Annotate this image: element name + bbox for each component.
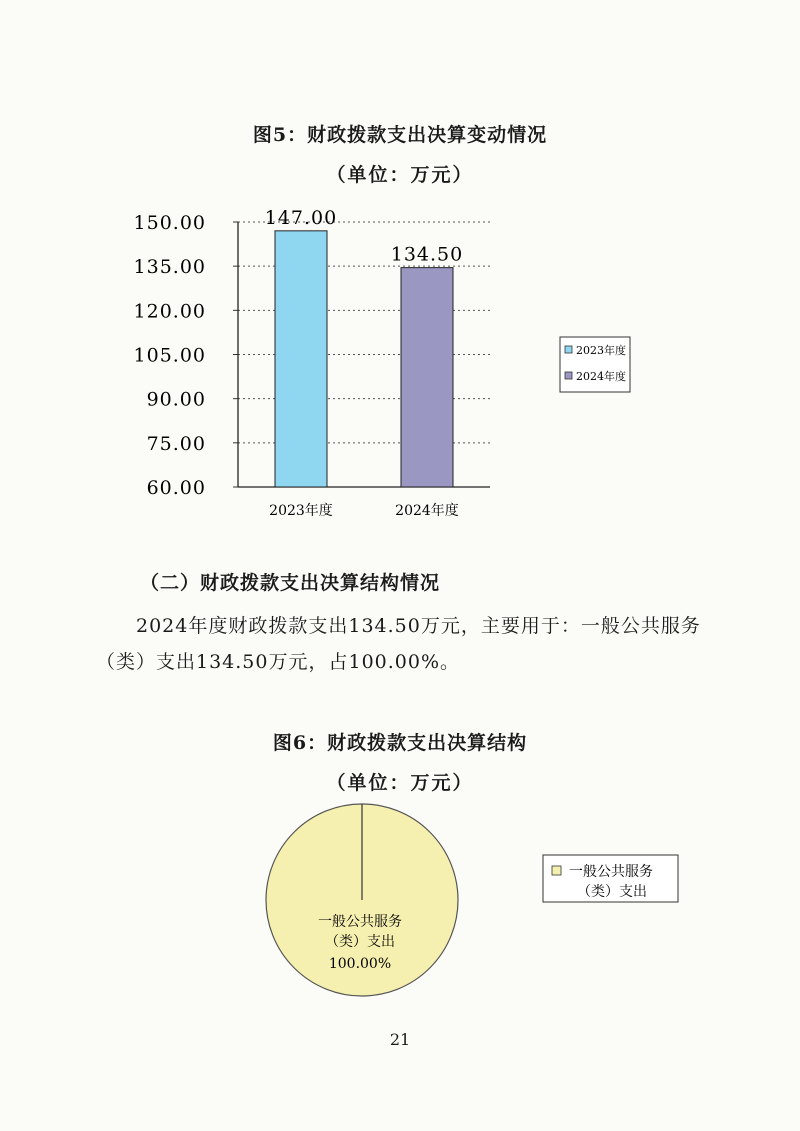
bar-chart (0, 0, 800, 540)
legend-label: 2023年度 (576, 344, 626, 357)
bar (401, 268, 453, 487)
y-tick-label: 120.00 (133, 300, 206, 323)
pie-slice-percent: 100.00% (328, 956, 392, 972)
y-tick-label: 75.00 (146, 432, 206, 455)
x-category-label: 2023年度 (269, 503, 333, 519)
x-category-label: 2024年度 (395, 503, 459, 519)
pie-slice-label-line1: 一般公共服务 (318, 914, 402, 930)
y-tick-label: 60.00 (146, 477, 206, 499)
pie-legend-swatch (552, 866, 561, 875)
legend-swatch (565, 372, 572, 379)
legend-label: 2024年度 (576, 370, 626, 383)
pie-legend-label-line1: 一般公共服务 (569, 864, 653, 880)
legend-swatch (565, 346, 572, 353)
figure5-title: 图5：财政拨款支出决算变动情况 (252, 124, 548, 146)
y-tick-label: 150.00 (133, 212, 206, 234)
figure5-unit: （单位：万元） (326, 164, 474, 186)
section-heading: （二）财政拨款支出决算结构情况 (140, 572, 441, 594)
y-tick-label: 135.00 (133, 256, 206, 279)
y-tick-label: 90.00 (146, 388, 206, 411)
figure6-title: 图6：财政拨款支出决算结构 (272, 732, 528, 754)
page-number: 21 (389, 1030, 411, 1049)
pie-chart (0, 800, 800, 1020)
pie-slice-label-line2: （类）支出 (325, 934, 395, 950)
bar-value-label: 134.50 (390, 243, 464, 266)
bar-value-label: 147.00 (264, 206, 338, 229)
y-tick-label: 105.00 (133, 344, 206, 367)
figure6-unit: （单位：万元） (326, 772, 474, 794)
bar (275, 231, 327, 487)
body-paragraph: 2024年度财政拨款支出134.50万元，主要用于：一般公共服务（类）支出134.50万元，占100.00%。 (96, 615, 701, 673)
pie-legend-label-line2: （类）支出 (577, 884, 647, 900)
